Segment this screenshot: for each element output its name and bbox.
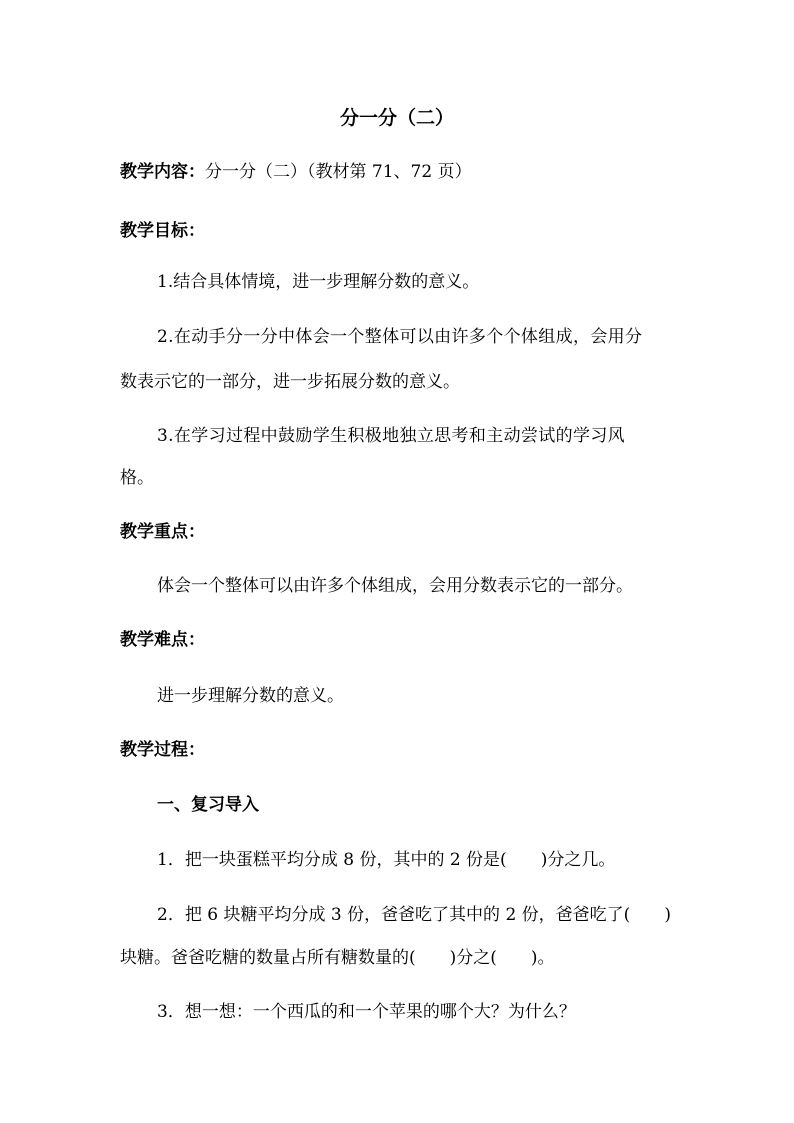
objective-item-3-cont: 格。 xyxy=(120,468,154,488)
difficulty-text: 进一步理解分数的意义。 xyxy=(157,686,344,706)
content-text: 分一分（二）（教材第 71、72 页） xyxy=(205,162,472,182)
content-line xyxy=(120,160,472,184)
page-title: 分一分（二） xyxy=(339,107,454,129)
process-heading: 教学过程： xyxy=(120,740,205,760)
question-2: 2．把 6 块糖平均分成 3 份，爸爸吃了其中的 2 份，爸爸吃了( ) xyxy=(157,905,671,925)
objectives-heading: 教学目标： xyxy=(120,221,205,241)
section-review-heading: 一、复习导入 xyxy=(157,795,259,815)
question-2-cont: 块糖。爸爸吃糖的数量占所有糖数量的( )分之( )。 xyxy=(120,948,555,968)
keypoint-text: 体会一个整体可以由许多个体组成，会用分数表示它的一部分。 xyxy=(157,576,633,596)
objective-item-2-cont: 数表示它的一部分，进一步拓展分数的意义。 xyxy=(120,372,460,392)
question-1: 1．把一块蛋糕平均分成 8 份，其中的 2 份是( )分之几。 xyxy=(157,850,616,870)
question-3: 3．想一想：一个西瓜的和一个苹果的哪个大？为什么？ xyxy=(157,1002,576,1022)
objective-item-2: 2.在动手分一分中体会一个整体可以由许多个个体组成，会用分 xyxy=(157,327,643,347)
objective-item-3: 3.在学习过程中鼓励学生积极地独立思考和主动尝试的学习风 xyxy=(157,426,626,446)
objective-item-1: 1.结合具体情境，进一步理解分数的意义。 xyxy=(157,272,480,292)
difficulty-heading: 教学难点： xyxy=(120,630,205,650)
keypoint-heading: 教学重点： xyxy=(120,522,205,542)
content-label: 教学内容： xyxy=(120,162,205,182)
